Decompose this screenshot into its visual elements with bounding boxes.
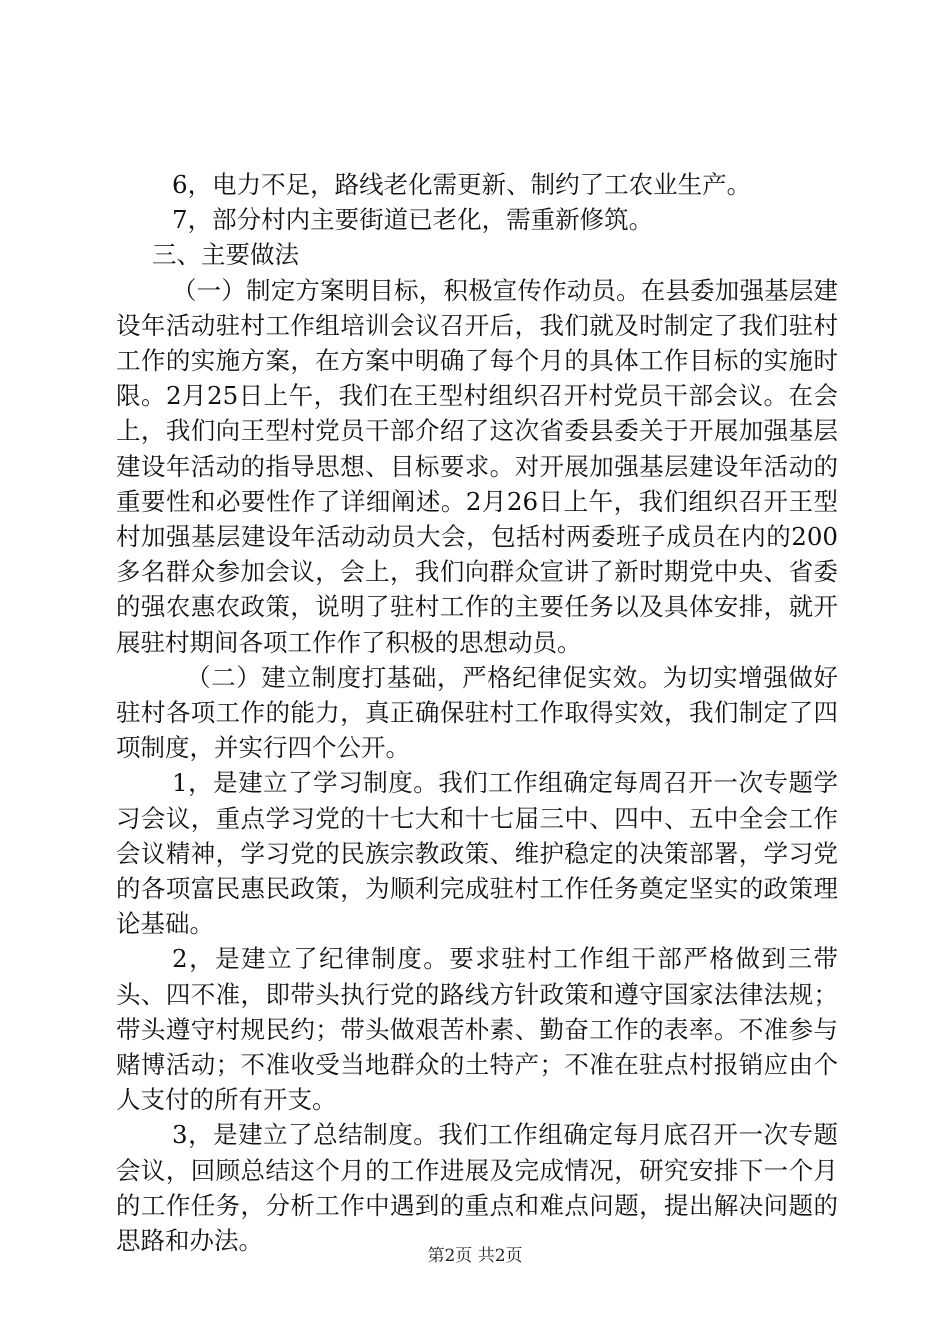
paragraph-summary-system: 3，是建立了总结制度。我们工作组确定每月底召开一次专题会议，回顾总结这个月的工作进展及完成情况，研究安排下一个月的工作任务，分析工作中遇到的重点和难点问题，提出解决问题的思路和办法。 bbox=[116, 1120, 838, 1256]
paragraph-item-6: 6，电力不足，路线老化需更新、制约了工农业生产。 bbox=[172, 170, 752, 199]
paragraph-study-system: 1，是建立了学习制度。我们工作组确定每周召开一次专题学习会议，重点学习党的十七大和十七届三中、四中、五中全会工作会议精神，学习党的民族宗教政策、维护稳定的决策部署，学习党的各项富民惠民政策，为顺利完成驻村工作任务奠定坚实的政策理论基础。 bbox=[116, 768, 838, 939]
body-text bbox=[116, 167, 838, 1258]
section-heading-3: 三、主要做法 bbox=[152, 240, 299, 270]
paragraph-discipline-system: 2，是建立了纪律制度。要求驻村工作组干部严格做到三带头、四不准，即带头执行党的路线方针政策和遵守国家法律法规；带头遵守村规民约；带头做艰苦朴素、勤奋工作的表率。不准参与赌博活动；不准收受当地群众的土特产；不准在驻点村报销应由个人支付的所有开支。 bbox=[116, 944, 838, 1115]
paragraph-subsection-1: （一）制定方案明目标，积极宣传作动员。在县委加强基层建设年活动驻村工作组培训会议召开后，我们就及时制定了我们驻村工作的实施方案，在方案中明确了每个月的具体工作目标的实施时限。2月25日上午，我们在王型村组织召开村党员干部会议。在会上，我们向王型村党员干部介绍了这次省委县委关于开展加强基层建设年活动的指导思想、目标要求。对开展加强基层建设年活动的重要性和必要性作了详细阐述。2月26日上午，我们组织召开王型村加强基层建设年活动动员大会，包括村两委班子成员在内的200多名群众参加会议，会上，我们向群众宣讲了新时期党中央、省委的强农惠农政策，说明了驻村工作的主要任务以及具体安排，就开展驻村期间各项工作作了积极的思想动员。 bbox=[116, 275, 838, 657]
paragraph-subsection-2: （二）建立制度打基础，严格纪律促实效。为切实增强做好驻村各项工作的能力，真正确保驻村工作取得实效，我们制定了四项制度，并实行四个公开。 bbox=[116, 662, 838, 763]
page-number-footer: 第2页 共2页 bbox=[427, 1246, 523, 1266]
paragraph-item-7: 7，部分村内主要街道已老化，需重新修筑。 bbox=[172, 205, 654, 235]
